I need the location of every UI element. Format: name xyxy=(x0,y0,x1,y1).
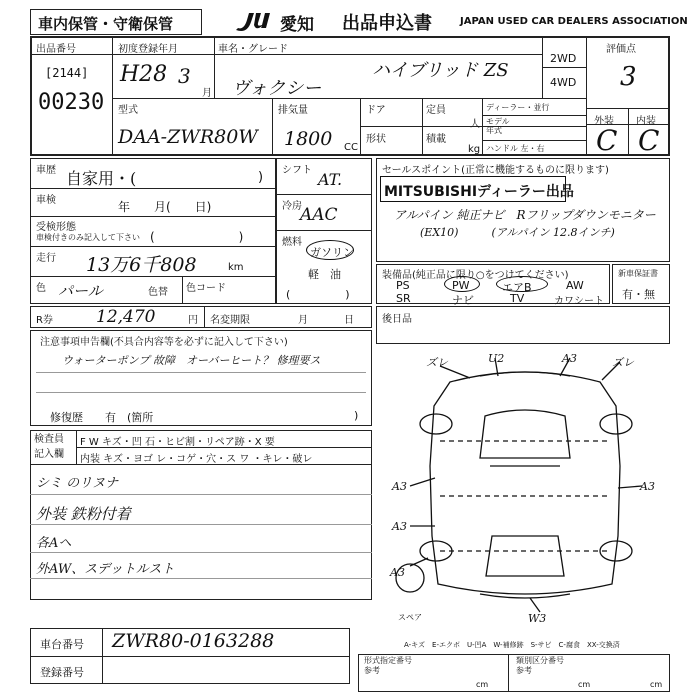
mark-top-right1: A3 xyxy=(562,352,577,365)
ac-label: 冷房 xyxy=(282,201,302,212)
dealer-label: ディーラー・並行 xyxy=(486,103,550,112)
security-label: 車内保管・守衛保管 xyxy=(38,15,174,33)
mark-top-mid: U2 xyxy=(488,352,505,365)
equip-ps: PS xyxy=(396,279,410,292)
inspector-comment-3: 各Aヘ xyxy=(36,536,72,551)
repair-label: 修復歴 有 (箇所 xyxy=(50,411,154,424)
dealer-note: MITSUBISHIディーラー出品 xyxy=(384,184,574,200)
load-label: 積載 xyxy=(426,134,446,145)
doors-label: ドア xyxy=(366,105,386,116)
equip-navi: ナビ xyxy=(452,294,474,307)
equipment-label: 装備品(純正品に限り○をつけてください) xyxy=(382,270,569,281)
equip-airbag: エアB xyxy=(502,281,532,294)
fuel-label: 燃料 xyxy=(282,237,302,248)
ac-value: AAC xyxy=(300,205,338,225)
spare-label: スペア xyxy=(398,613,422,622)
equip-pw: PW xyxy=(452,279,470,292)
vehicle-name: ヴォクシー xyxy=(232,78,322,99)
model-label: 型式 xyxy=(118,105,138,116)
load-unit: kg xyxy=(468,144,481,155)
inspector-comment-2: 外装 鉄粉付着 xyxy=(36,505,131,523)
capacity-unit: 人 xyxy=(470,119,480,130)
first-reg-year: H28 xyxy=(120,62,168,87)
form-status-paren: ( ) xyxy=(150,230,244,244)
lot-number: 00230 xyxy=(38,90,105,115)
shift-label: シフト xyxy=(282,165,312,176)
recycle-unit: 円 xyxy=(188,315,198,326)
mark-left3: A3 xyxy=(390,566,405,579)
notes-label: 注意事項申告欄(不具合内容等を必ずに記入して下さい) xyxy=(40,337,288,348)
mark-left1: A3 xyxy=(392,480,407,493)
shift-value: AT. xyxy=(318,170,343,189)
capacity-label: 定員 xyxy=(426,105,446,116)
car-diagram xyxy=(380,346,670,626)
repair-close: ) xyxy=(354,409,359,422)
equip-aw: AW xyxy=(566,279,584,292)
model-year-label: モデル 年式 xyxy=(486,117,510,135)
lot-box-number: [2144] xyxy=(45,66,89,80)
mileage-label: 走行 xyxy=(36,253,56,264)
interior-grade: C xyxy=(638,124,660,157)
mileage-unit: km xyxy=(228,262,244,273)
equip-sr: SR xyxy=(396,292,411,305)
history-label: 車歴 xyxy=(36,165,56,176)
chassis-value: ZWR80-0163288 xyxy=(112,630,275,652)
history-close: ) xyxy=(258,170,264,185)
inspection-label: 車検 xyxy=(36,195,56,206)
lot-label: 出品番号 xyxy=(36,44,76,55)
exterior-label: 外装 xyxy=(594,116,614,127)
mark-left2: A3 xyxy=(392,520,407,533)
exterior-grade: C xyxy=(596,124,618,157)
cm-unit-2: cm xyxy=(578,680,591,689)
color-label: 色 xyxy=(36,283,46,294)
recycle-value: 12,470 xyxy=(96,307,156,327)
chassis-label: 車台番号 xyxy=(40,638,84,651)
photo-section xyxy=(376,306,670,344)
sales-label: セールスポイント(正常に機能するものに限ります) xyxy=(382,165,609,176)
warranty-label: 新車保証書 xyxy=(618,269,658,278)
mark-bottom: W3 xyxy=(528,612,547,625)
color-code-label: 色コード xyxy=(186,283,226,294)
month-unit: 月 xyxy=(202,88,212,99)
mark-top-right2: ズレ xyxy=(612,356,634,369)
interior-label: 内装 xyxy=(636,116,656,127)
inspector-int-row: 内装 キズ・ヨゴ レ・コゲ・穴・ス ワ ・キレ・破レ xyxy=(80,454,313,465)
deadline-month: 月 xyxy=(298,315,308,326)
deadline-label: 名変期限 xyxy=(210,315,250,326)
first-reg-label: 初度登録年月 xyxy=(118,44,178,55)
region-label: 愛知 xyxy=(280,15,314,35)
form-title: 出品申込書 xyxy=(342,13,432,34)
form-status-label: 受検形態 xyxy=(36,222,76,233)
fuel-diesel: 軽 油 xyxy=(308,268,341,281)
deadline-day: 日 xyxy=(344,315,354,326)
association-name: JAPAN USED CAR DEALERS ASSOCIATION xyxy=(460,16,688,27)
handle-label: ハンドル 左・右 xyxy=(486,144,545,153)
vehicle-grade: ハイブリッド ZS xyxy=(372,60,509,81)
inspection-value: 年 月( 日) xyxy=(118,200,212,214)
equip-tv: TV xyxy=(510,292,525,305)
equip-leather: カワシート xyxy=(554,296,604,307)
inspector-comment-1: シミ のリヌナ xyxy=(36,476,119,491)
inspector-label: 検査員 記入欄 xyxy=(34,434,64,460)
inspector-fw-row: F W キズ・凹 石・ヒビ割・リペア跡・X 要 xyxy=(80,437,275,448)
sales-line2: (EX10) (アルパイン 12.8インチ) xyxy=(420,226,615,239)
grade-score: 3 xyxy=(620,62,637,92)
mark-top-left: ズレ xyxy=(426,356,448,369)
form-status-note: 車検付きのみ記入して下さい xyxy=(36,233,140,242)
displacement-label: 排気量 xyxy=(278,105,308,116)
color-value: パール xyxy=(58,282,103,300)
model-code: DAA-ZWR80W xyxy=(118,126,258,148)
shape-label: 形状 xyxy=(366,134,386,145)
mark-right1: A3 xyxy=(640,480,655,493)
reg-number-label: 登録番号 xyxy=(40,666,84,679)
photo-label: 後日品 xyxy=(382,314,412,325)
sales-line1: アルパイン 純正ナビ Rフリップダウンモニター xyxy=(394,208,656,222)
name-grade-label: 車名・グレード xyxy=(218,44,288,55)
mileage-value: 13万6千808 xyxy=(86,254,197,276)
inspector-comment-4: 外AW、スデットルスト xyxy=(36,562,175,577)
color-change-label: 色替 xyxy=(148,287,168,298)
recycle-label: R券 xyxy=(36,315,53,326)
displacement-value: 1800 xyxy=(284,128,333,150)
recycle-section xyxy=(30,306,372,328)
drive-2wd: 2WD xyxy=(550,52,577,65)
cert-label: 形式指定番号 参考 xyxy=(364,656,412,675)
notes-line1: ウォーターポンプ 故障 オーバーヒート？ 修理要ス xyxy=(62,354,321,367)
ju-logo xyxy=(234,10,278,32)
history-value: 自家用・( xyxy=(66,169,137,188)
warranty-value: 有・無 xyxy=(622,288,655,301)
first-reg-month: 3 xyxy=(178,64,191,88)
grade-label: 評価点 xyxy=(606,44,636,55)
cm-unit-3: cm xyxy=(650,680,663,689)
fuel-paren: ( ) xyxy=(286,288,350,301)
cc-unit: CC xyxy=(344,142,358,153)
legend: A-キズ E-エクボ U-凹A W-補修跡 S-サビ C-腐食 XX-交換済 xyxy=(404,641,620,649)
cm-unit-1: cm xyxy=(476,680,489,689)
class-label: 類別区分番号 参考 xyxy=(516,656,564,675)
drive-4wd: 4WD xyxy=(550,76,577,89)
fuel-gasoline: ガソリン xyxy=(310,246,354,259)
